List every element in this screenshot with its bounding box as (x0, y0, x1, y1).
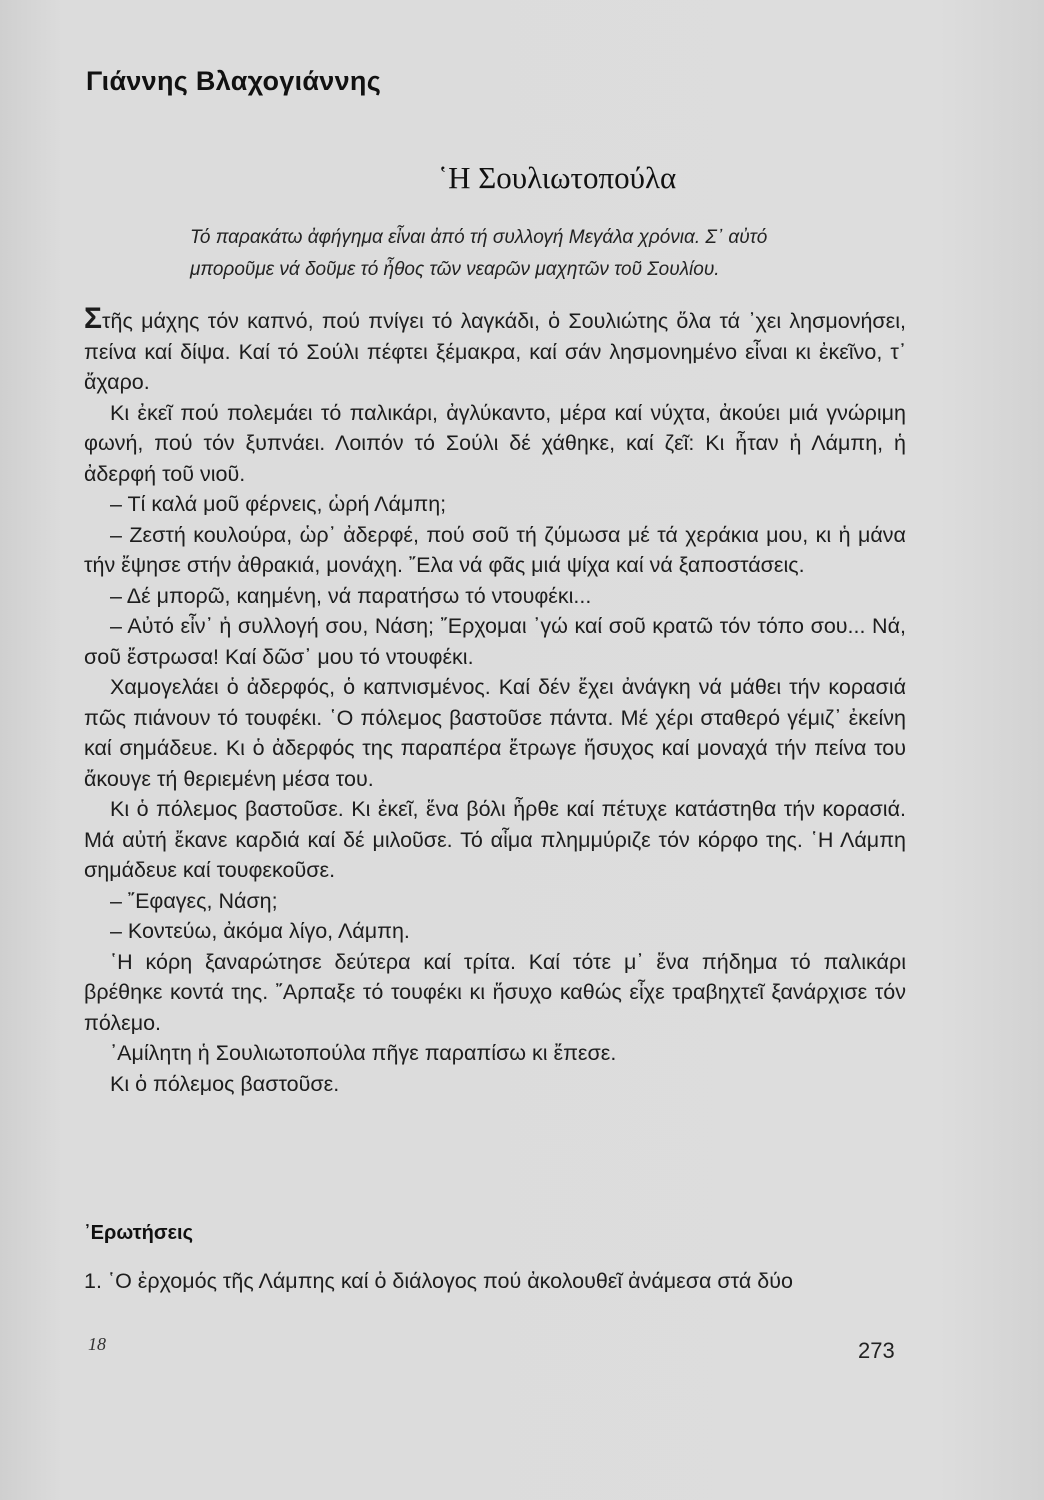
intro-note (190, 222, 920, 286)
dialogue-line-4: – Αὐτό εἶν᾿ ἡ συλλογή σου, Νάση; ῎Ερχομαι ᾿γώ καί σοῦ κρατῶ τόν τόπο σου... Νά, σοῦ ἔστρωσα! Καί δῶσ᾿ μου τό ντουφέκι. (84, 614, 906, 669)
dialogue-line-2: – Ζεστή κουλούρα, ὡρ᾿ ἀδερφέ, πού σοῦ τή ζύμωσα μέ τά χεράκια μου, κι ἡ μάνα τήν ἔψησε στήν ἀθρακιά, μονάχη. ῎Ελα νά φᾶς μιά ψίχα καί νά ξαποστάσεις. (84, 522, 906, 577)
signature-mark: 18 (88, 1334, 106, 1354)
dropcap-letter: Σ (84, 302, 103, 335)
paragraph-13: Κι ὁ πόλεμος βαστοῦσε. (110, 1071, 340, 1096)
paragraph-1 (84, 302, 906, 398)
page-number: 273 (858, 1338, 895, 1363)
intro-line-2: μποροῦμε νά δοῦμε τό ἦθος τῶν νεαρῶν μαχητῶν τοῦ Σουλίου. (190, 259, 720, 280)
question-1: 1. ῾Ο ἐρχομός τῆς Λάμπης καί ὁ διάλογος πού ἀκολουθεῖ ἀνάμεσα στά δύο (84, 1269, 793, 1293)
author-name: Γιάννης Βλαχογιάννης (86, 66, 382, 96)
paragraph-11: ῾Η κόρη ξαναρώτησε δεύτερα καί τρίτα. Καί τότε μ᾿ ἕνα πήδημα τό παλικάρι βρέθηκε κοντά της. ῎Αρπαξε τό τουφέκι κι ἥσυχο καθώς εἶχε τραβηχτεῖ ξανάρχισε τόν πόλεμο. (84, 949, 906, 1035)
paragraph-8: Κι ὁ πόλεμος βαστοῦσε. Κι ἐκεῖ, ἕνα βόλι ἦρθε καί πέτυχε κατάστηθα τήν κορασιά. Μά αὐτή ἔκανε καρδιά καί δέ μιλοῦσε. Τό αἷμα πλημμύριζε τόν κόρφο της. ῾Η Λάμπη σημάδευε καί τουφεκοῦσε. (84, 797, 906, 882)
dialogue-line-1: – Τί καλά μοῦ φέρνεις, ὡρή Λάμπη; (110, 492, 447, 516)
dialogue-line-3: – Δέ μπορῶ, καημένη, νά παρατήσω τό ντουφέκι... (110, 583, 592, 608)
story-body (84, 302, 906, 1099)
paragraph-12: ᾿Αμίλητη ἡ Σουλιωτοπούλα πῆγε παραπίσω κι ἔπεσε. (110, 1041, 617, 1065)
dialogue-line-5: – ῎Εφαγες, Νάση; (110, 888, 278, 913)
paragraph-7: Χαμογελάει ὁ ἀδερφός, ὁ καπνισμένος. Καί δέν ἔχει ἀνάγκη νά μάθει τήν κορασιά πῶς πιάνουν τό τουφέκι. ῾Ο πόλεμος βαστοῦσε πάντα. Μέ χέρι σταθερό γέμιζ᾿ ἐκείνη καί σημάδευε. Κι ὁ ἀδερφός της παραπέρα ἔτρωγε ἥσυχος καί μοναχά τήν πείνα του ἄκουγε τή θεριεμένη μέσα του. (84, 675, 906, 791)
paragraph-1-text: τῆς μάχης τόν καπνό, πού πνίγει τό λαγκάδι, ὁ Σουλιώτης ὅλα τά ᾿χει λησμονήσει, πείνα καί δίψα. Καί τό Σούλι πέφτει ξέμακρα, καί σάν λησμονημένο εἶναι κι ἐκεῖνο, τ᾿ ἄχαρο. (84, 309, 906, 394)
dialogue-line-6: – Κοντεύω, ἀκόμα λίγο, Λάμπη. (110, 919, 410, 943)
intro-line-1: Τό παρακάτω ἀφήγημα εἶναι ἀπό τή συλλογή Μεγάλα χρόνια. Σ᾿ αὐτό (190, 227, 768, 248)
paragraph-2: Κι ἐκεῖ πού πολεμάει τό παλικάρι, ἀγλύκαντο, μέρα καί νύχτα, ἀκούει μιά γνώριμη φωνή, πού τόν ξυπνάει. Λοιπόν τό Σούλι δέ χάθηκε, καί ζεῖ: Κι ἦταν ἡ Λάμπη, ἡ ἀδερφή τοῦ νιοῦ. (84, 400, 906, 486)
story-title: ῾Η Σουλιωτοπούλα (437, 160, 677, 195)
questions-heading: ᾿Ερωτήσεις (84, 1222, 193, 1244)
